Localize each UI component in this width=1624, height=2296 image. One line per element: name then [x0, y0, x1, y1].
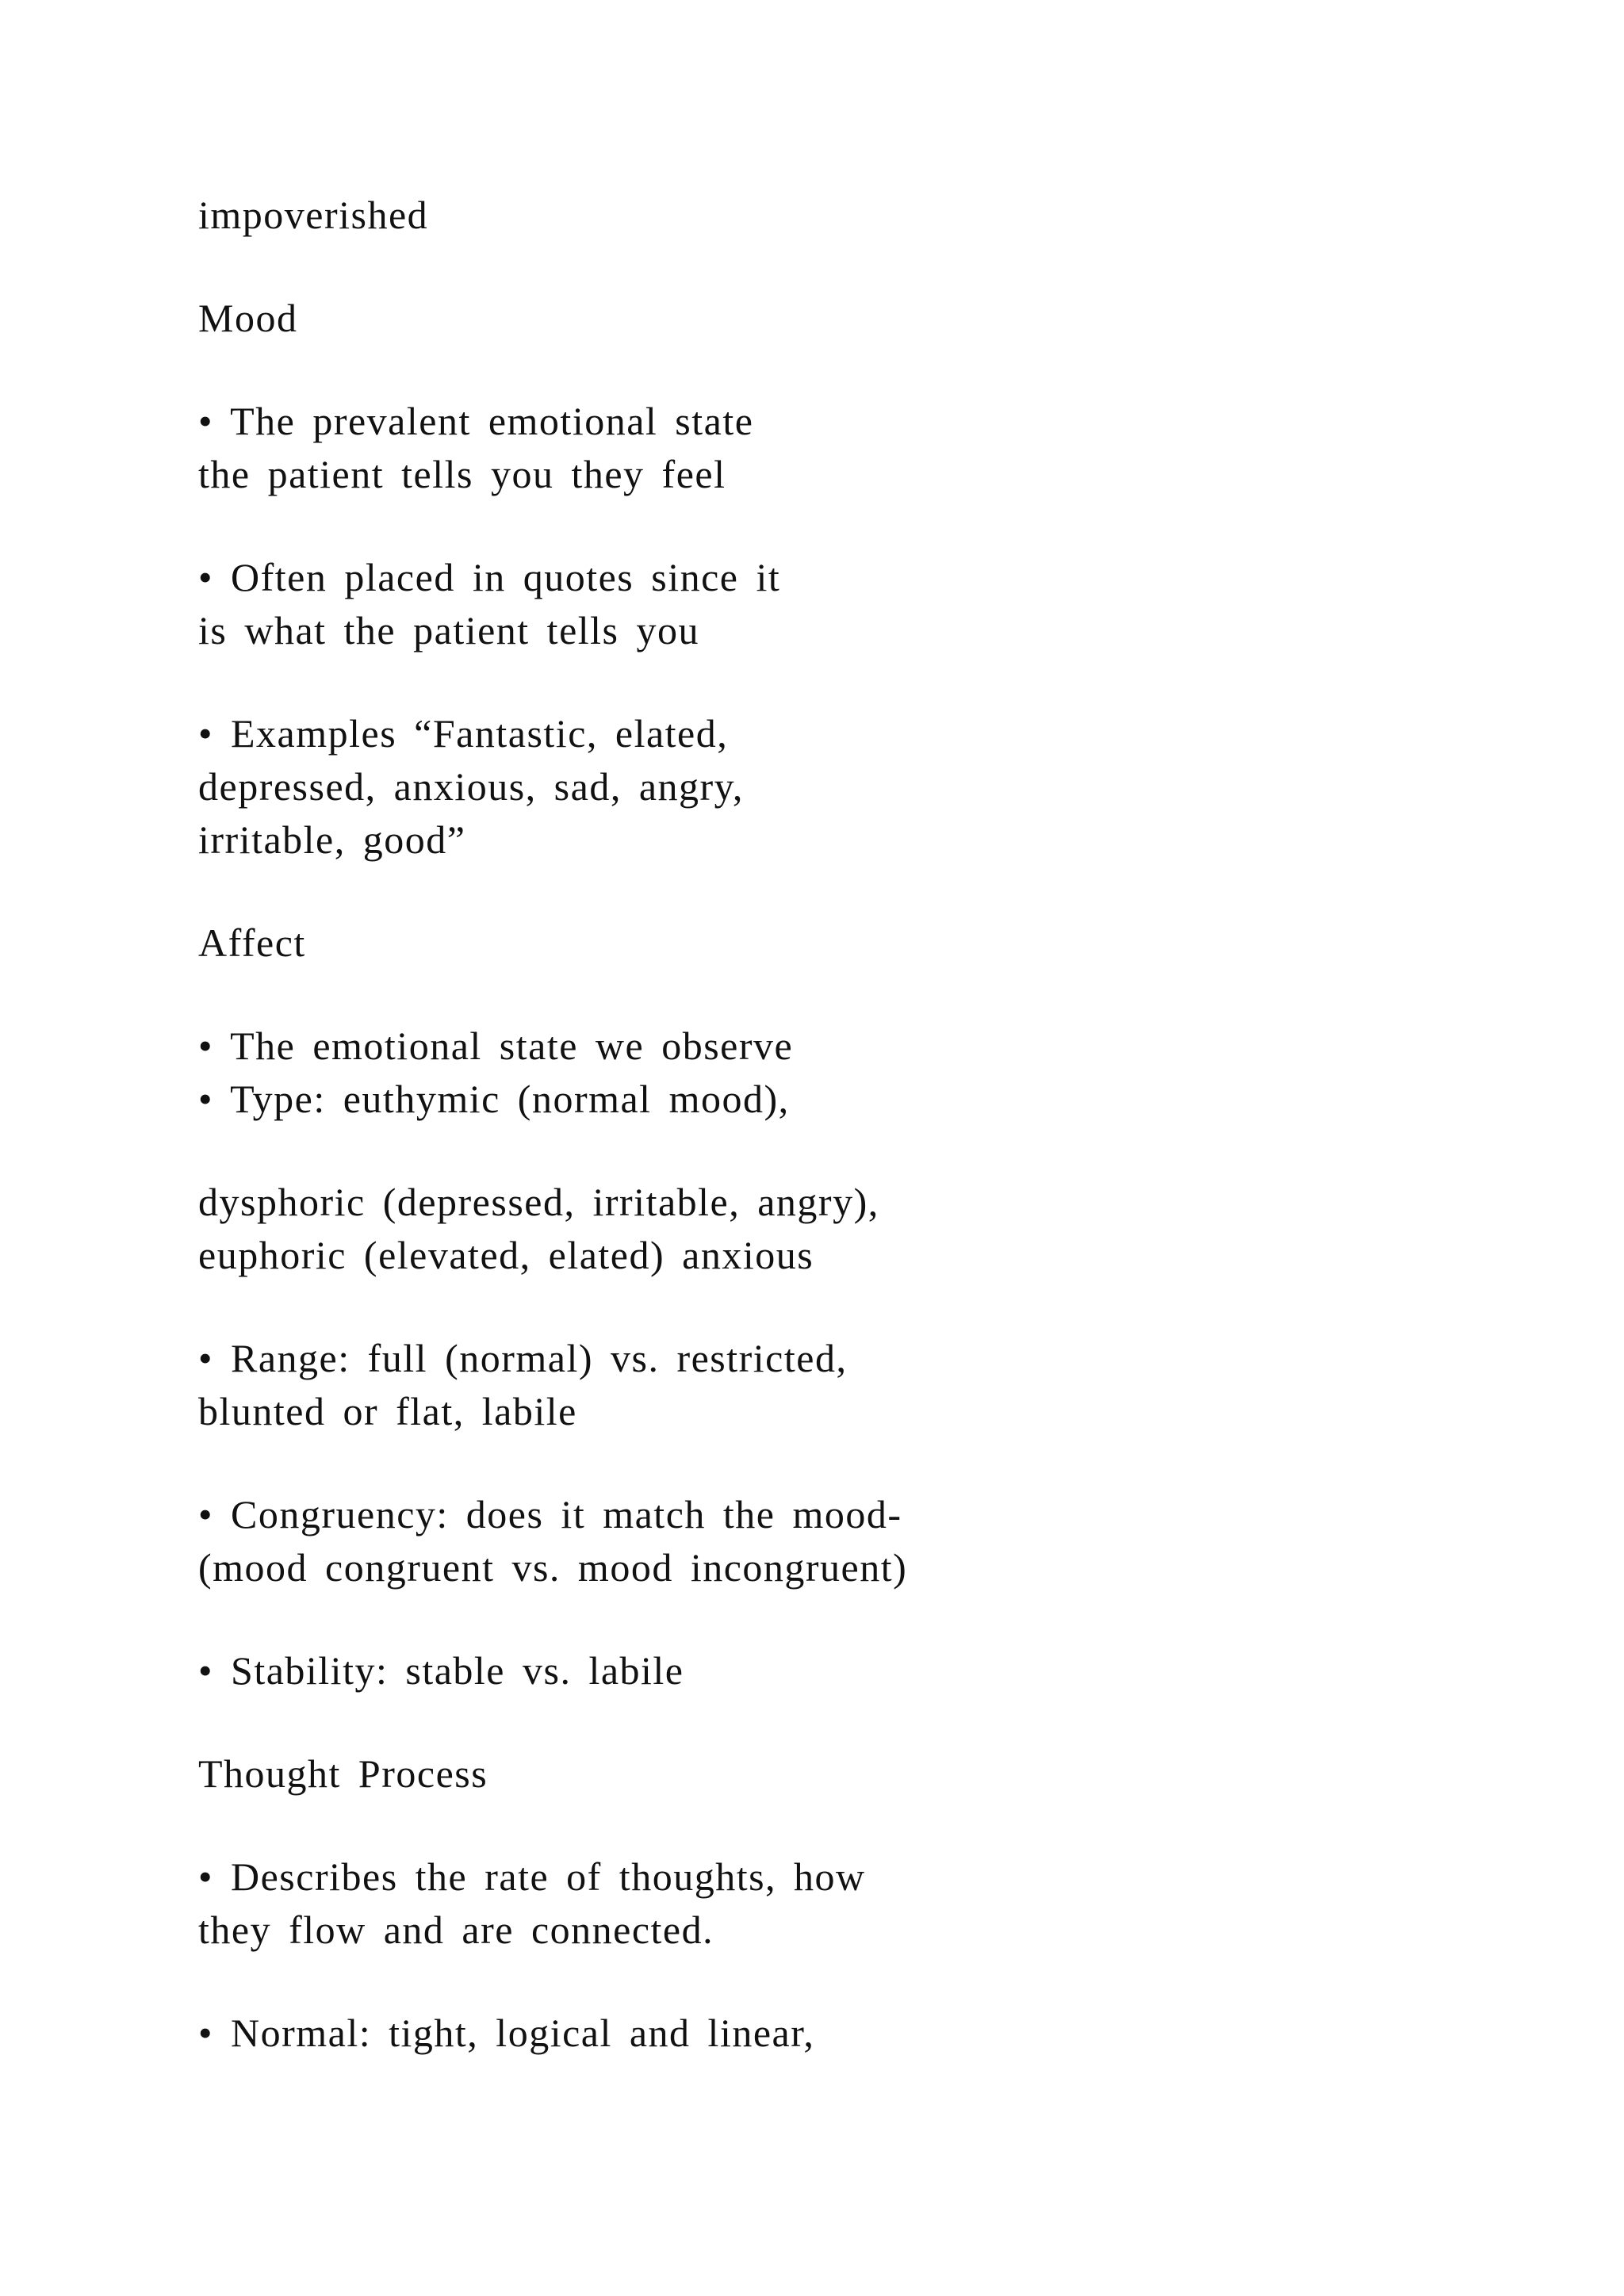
section-heading-thought-process: Thought Process [198, 1751, 488, 1796]
text-line: (mood congruent vs. mood incongruent) [198, 1545, 908, 1590]
text-line: euphoric (elevated, elated) anxious [198, 1233, 814, 1277]
text-line: • Often placed in quotes since it [198, 555, 781, 599]
section-heading-affect: Affect [198, 920, 306, 965]
paragraph-gap [198, 1800, 1388, 1850]
paragraph-gap [198, 657, 1388, 707]
text-line: • Normal: tight, logical and linear, [198, 2011, 815, 2055]
text-line: • Congruency: does it match the mood- [198, 1492, 902, 1536]
paragraph-gap [198, 1126, 1388, 1176]
paragraph-gap [198, 1282, 1388, 1332]
text-line: • Stability: stable vs. labile [198, 1648, 684, 1693]
document-body [198, 189, 1388, 2060]
text-line: • Examples “Fantastic, elated, [198, 711, 729, 756]
paragraph-gap [198, 501, 1388, 551]
text-line: • The prevalent emotional state [198, 399, 754, 443]
text-line: is what the patient tells you [198, 608, 700, 652]
paragraph-gap [198, 1957, 1388, 2007]
text-line: impoverished [198, 193, 429, 237]
paragraph-gap [198, 345, 1388, 395]
paragraph-gap [198, 1438, 1388, 1488]
text-line: the patient tells you they feel [198, 452, 726, 496]
paragraph-gap [198, 242, 1388, 292]
text-line: depressed, anxious, sad, angry, [198, 764, 744, 809]
section-heading-mood: Mood [198, 296, 298, 340]
paragraph-gap [198, 867, 1388, 916]
text-line: • Type: euthymic (normal mood), [198, 1077, 790, 1121]
paragraph-gap [198, 1697, 1388, 1747]
text-line: irritable, good” [198, 817, 466, 862]
text-line: they flow and are connected. [198, 1908, 714, 1952]
text-line: • Range: full (normal) vs. restricted, [198, 1336, 848, 1380]
text-line: • Describes the rate of thoughts, how [198, 1854, 866, 1899]
paragraph-gap [198, 970, 1388, 1020]
paragraph-gap [198, 1594, 1388, 1644]
text-line: blunted or flat, labile [198, 1389, 577, 1433]
text-line: • The emotional state we observe [198, 1024, 794, 1068]
text-line: dysphoric (depressed, irritable, angry), [198, 1180, 879, 1224]
